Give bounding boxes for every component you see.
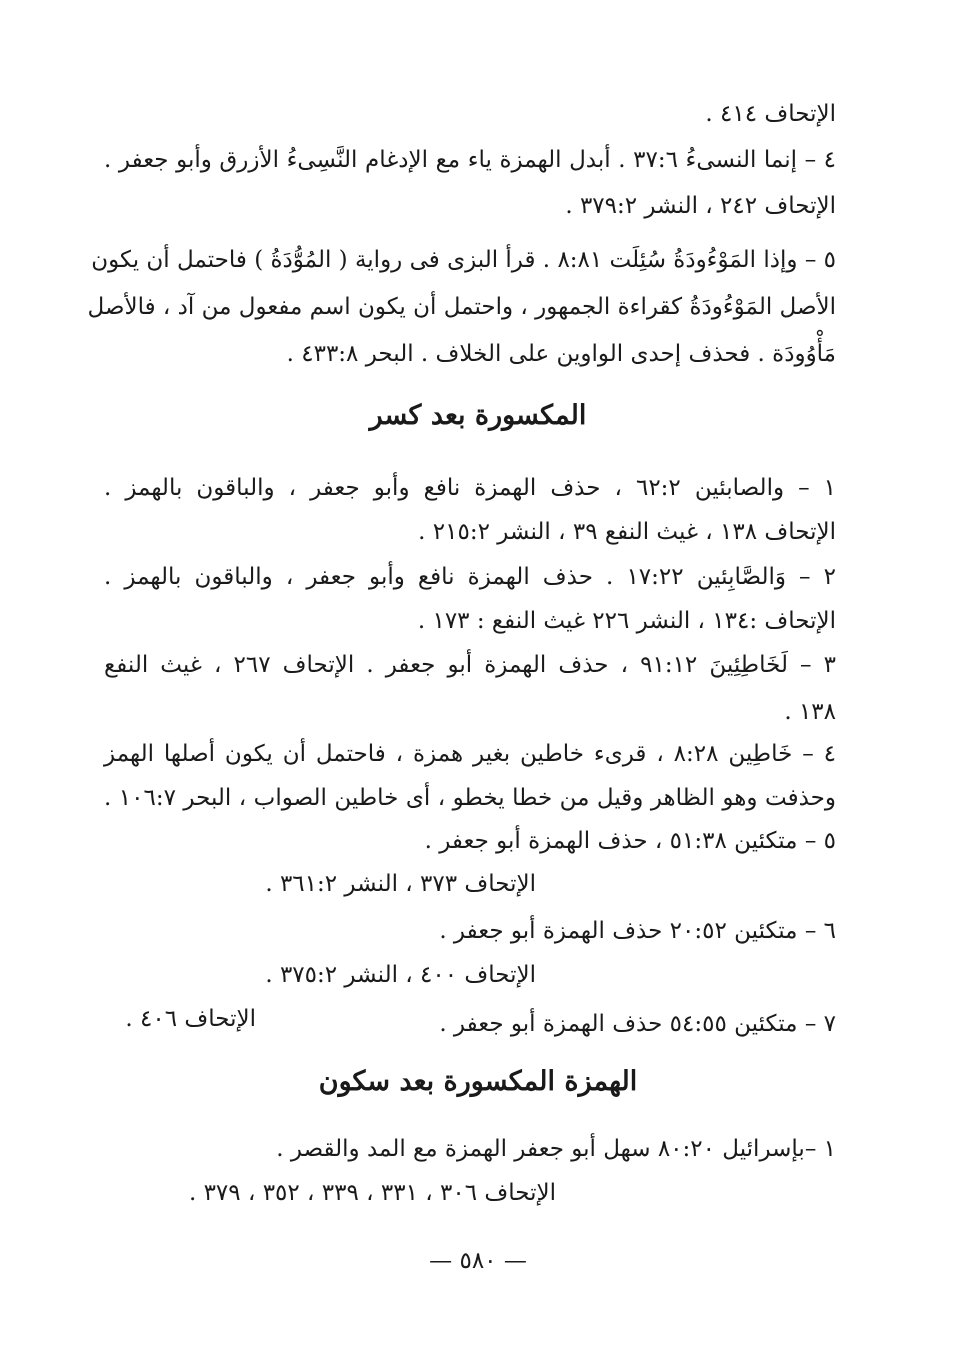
text-line: الإتحاف ٤٠٠ ، النشر ٣٧٥:٢ . <box>265 962 536 988</box>
text-line: مَأْوُودَة . فحذف إحدى الواوين على الخلاف . البحر ٤٣٣:٨ . <box>286 341 836 367</box>
text-line: الإتحاف ١٣٨ ، غيث النفع ٣٩ ، النشر ٢١٥:٢ . <box>418 519 836 545</box>
section-heading: المكسورة بعد كسر <box>369 400 587 431</box>
text-line: وحذفت وهو الظاهر وقيل من خطا يخطو ، أى خاطين الصواب ، البحر ١٠٦:٧ . <box>104 785 836 811</box>
text-line: ٤ – إنما النسىءُ ٣٧:٦ . أبدل الهمزة ياء مع الإدغام النَّسِىءُ الأزرق وأبو جعفر . <box>104 147 837 173</box>
text-line: الإتحاف :١٣٤ ، النشر ٢٢٦ غيث النفع : ١٧٣ . <box>417 608 836 634</box>
text-line: الإتحاف ٤٠٦ . <box>125 1006 256 1032</box>
text-line: الإتحاف ٤١٤ . <box>705 101 836 127</box>
text-line: الأصل المَوْءُودَةُ كقراءة الجمهور ، واحتمل أن يكون اسم مفعول من آد ، فالأصل <box>87 294 836 320</box>
text-line: ١ – والصابئين ٦٢:٢ ، حذف الهمزة نافع وأبو جعفر ، والباقون بالهمز . <box>104 475 836 501</box>
text-line: ٧ – متكئين ٥٤:٥٥ حذف الهمزة أبو جعفر . <box>439 1011 836 1037</box>
text-line: ٤ – خَاطِين ٨:٢٨ ، قرىء خاطين بغير همزة ، فاحتمل أن يكون أصلها الهمز <box>104 741 836 767</box>
text-line: الإتحاف ٣٠٦ ، ٣٣١ ، ٣٣٩ ، ٣٥٢ ، ٣٧٩ . <box>188 1180 556 1206</box>
text-line: ١ –بإسرائيل ٨٠:٢٠ سهل أبو جعفر الهمزة مع المد والقصر . <box>276 1136 836 1162</box>
text-line: ٦ – متكئين ٢٠:٥٢ حذف الهمزة أبو جعفر . <box>439 918 836 944</box>
page-number: — ٥٨٠ — <box>429 1248 527 1274</box>
text-line: الإتحاف ٢٤٢ ، النشر ٣٧٩:٢ . <box>565 193 836 219</box>
text-line: ٥ – وإذا المَوْءُودَةُ سُئِلَت ٨:٨١ . قرأ البزى فى رواية ( المُوُّدَةُ ) فاحتمل أن يكون <box>91 247 836 273</box>
text-line: ١٣٨ . <box>784 699 836 725</box>
text-line: ٣ – لَخَاطِئِينَ ٩١:١٢ ، حذف الهمزة أبو جعفر . الإتحاف ٢٦٧ ، غيث النفع <box>104 652 836 678</box>
text-line: الإتحاف ٣٧٣ ، النشر ٣٦١:٢ . <box>265 871 536 897</box>
section-heading: الهمزة المكسورة بعد سكون <box>318 1066 638 1097</box>
text-line: ٢ – وَالصَّابِئين ١٧:٢٢ . حذف الهمزة نافع وأبو جعفر ، والباقون بالهمز . <box>104 564 836 590</box>
text-line: ٥ – متكئين ٥١:٣٨ ، حذف الهمزة أبو جعفر . <box>424 828 836 854</box>
